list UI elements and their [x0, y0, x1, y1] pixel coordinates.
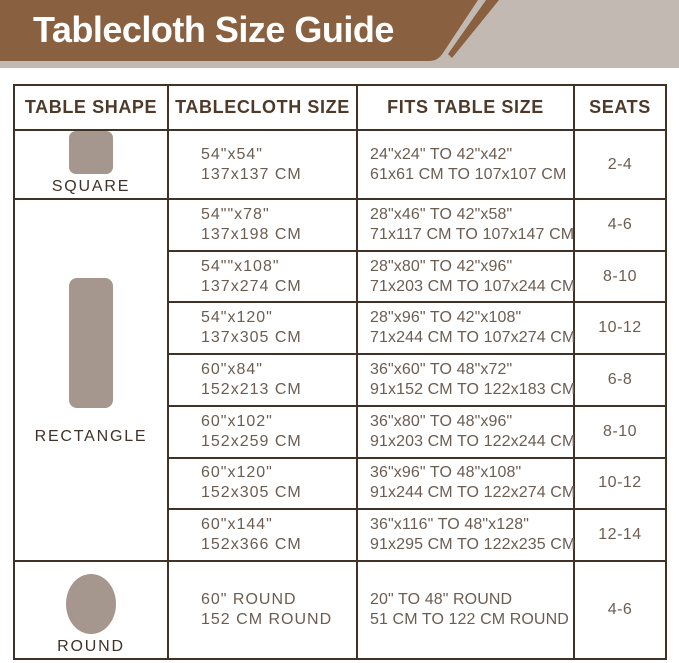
seats-value: 8-10 [602, 422, 638, 440]
rectangle-section [15, 200, 665, 562]
tablecloth-size-cell [169, 303, 358, 353]
fits-table-size-cell [358, 459, 575, 509]
fits-cm: 91x203 CM TO 122x244 CM [370, 432, 576, 450]
fits-table-size-cell [358, 252, 575, 302]
seats-cell [575, 303, 665, 353]
table-row [169, 510, 665, 560]
seats-cell [575, 131, 665, 198]
tablecloth-size-cell [169, 252, 358, 302]
seats-value: 8-10 [602, 267, 638, 285]
rectangle-shape-cell [15, 200, 169, 560]
seats-value: 10-12 [598, 474, 642, 492]
table-row [169, 200, 665, 252]
seats-cell [575, 510, 665, 560]
fits-cm: 51 CM TO 122 CM ROUND [370, 611, 569, 628]
size-cm: 137x198 CM [201, 225, 302, 243]
square-section [15, 131, 665, 200]
fits-inches: 28"x96" TO 42"x108" [370, 309, 522, 327]
size-inches: 54"x54" [201, 145, 263, 163]
size-inches: 60"x84" [201, 361, 263, 379]
fits-inches: 36"x80" TO 48"x96" [370, 412, 513, 430]
fits-inches: 28"x46" TO 42"x58" [370, 205, 513, 223]
table-row [169, 562, 665, 658]
table-row [169, 252, 665, 304]
seats-cell [575, 407, 665, 457]
size-cm: 137x137 CM [201, 165, 302, 183]
fits-inches: 36"x60" TO 48"x72" [370, 361, 513, 379]
fits-table-size-cell [358, 200, 575, 250]
seats-cell [575, 355, 665, 405]
fits-inches: 36"x96" TO 48"x108" [370, 464, 522, 482]
fits-inches: 28"x80" TO 42"x96" [370, 257, 513, 275]
table-row [169, 459, 665, 511]
fits-table-size-cell [358, 562, 575, 658]
size-inches: 54""x108" [201, 257, 280, 275]
size-inches: 60"x102" [201, 412, 273, 430]
header-fits-table-size: FITS TABLE SIZE [358, 86, 575, 129]
seats-value: 4-6 [607, 601, 633, 618]
fits-cm: 61x61 CM TO 107x107 CM [370, 165, 567, 183]
tablecloth-size-cell [169, 355, 358, 405]
fits-inches: 36"x116" TO 48"x128" [370, 516, 530, 534]
size-inches: 54"x120" [201, 309, 273, 327]
fits-table-size-cell [358, 355, 575, 405]
round-section [15, 562, 665, 658]
page-title: Tablecloth Size Guide [33, 9, 394, 50]
square-shape-icon [69, 131, 113, 174]
tablecloth-size-cell [169, 459, 358, 509]
round-shape-cell [15, 562, 169, 658]
table-header-row [15, 86, 665, 131]
size-cm: 152x366 CM [201, 536, 302, 554]
header-seats: SEATS [589, 97, 651, 117]
seats-value: 10-12 [598, 319, 642, 337]
square-shape-cell [15, 131, 169, 198]
shape-label-rectangle: RECTANGLE [34, 428, 148, 445]
fits-cm: 91x152 CM TO 122x183 CM [370, 381, 576, 399]
table-row [169, 407, 665, 459]
seats-value: 12-14 [598, 526, 642, 544]
fits-inches: 24"x24" TO 42"x42" [370, 145, 513, 163]
round-shape-icon [66, 574, 116, 634]
seats-cell [575, 200, 665, 250]
fits-cm: 71x244 CM TO 107x274 CM [370, 329, 576, 347]
table-row [169, 303, 665, 355]
tablecloth-size-cell [169, 407, 358, 457]
fits-table-size-cell [358, 131, 575, 198]
tablecloth-size-cell [169, 131, 358, 198]
fits-table-size-cell [358, 303, 575, 353]
seats-cell [575, 562, 665, 658]
header-table-shape: TABLE SHAPE [15, 86, 169, 129]
size-cm: 152 CM ROUND [201, 611, 333, 628]
tablecloth-size-cell [169, 562, 358, 658]
tablecloth-size-cell [169, 200, 358, 250]
seats-cell [575, 459, 665, 509]
size-cm: 152x305 CM [201, 484, 302, 502]
seats-cell [575, 252, 665, 302]
size-inches: 60" ROUND [201, 591, 297, 608]
rectangle-shape-icon [69, 278, 113, 408]
fits-cm: 91x295 CM TO 122x235 CM [370, 536, 576, 554]
table-row [169, 355, 665, 407]
table-row [169, 131, 665, 198]
size-inches: 60"x144" [201, 516, 273, 534]
fits-table-size-cell [358, 510, 575, 560]
seats-value: 4-6 [607, 215, 633, 233]
fits-cm: 71x117 CM TO 107x147 CM [370, 225, 575, 243]
size-cm: 152x213 CM [201, 381, 302, 399]
seats-value: 6-8 [607, 371, 633, 389]
tablecloth-size-cell [169, 510, 358, 560]
size-cm: 137x305 CM [201, 329, 302, 347]
fits-cm: 71x203 CM TO 107x244 CM [370, 277, 576, 295]
shape-label-round: ROUND [57, 638, 125, 655]
shape-label-square: SQUARE [51, 178, 131, 195]
size-guide-table [13, 84, 667, 660]
fits-table-size-cell [358, 407, 575, 457]
fits-cm: 91x244 CM TO 122x274 CM [370, 484, 576, 502]
size-cm: 152x259 CM [201, 432, 302, 450]
size-inches: 60"x120" [201, 464, 273, 482]
header-tablecloth-size: TABLECLOTH SIZE [169, 86, 358, 129]
fits-inches: 20" TO 48" ROUND [370, 591, 513, 608]
size-cm: 137x274 CM [201, 277, 302, 295]
size-inches: 54""x78" [201, 205, 270, 223]
seats-value: 2-4 [607, 155, 633, 173]
